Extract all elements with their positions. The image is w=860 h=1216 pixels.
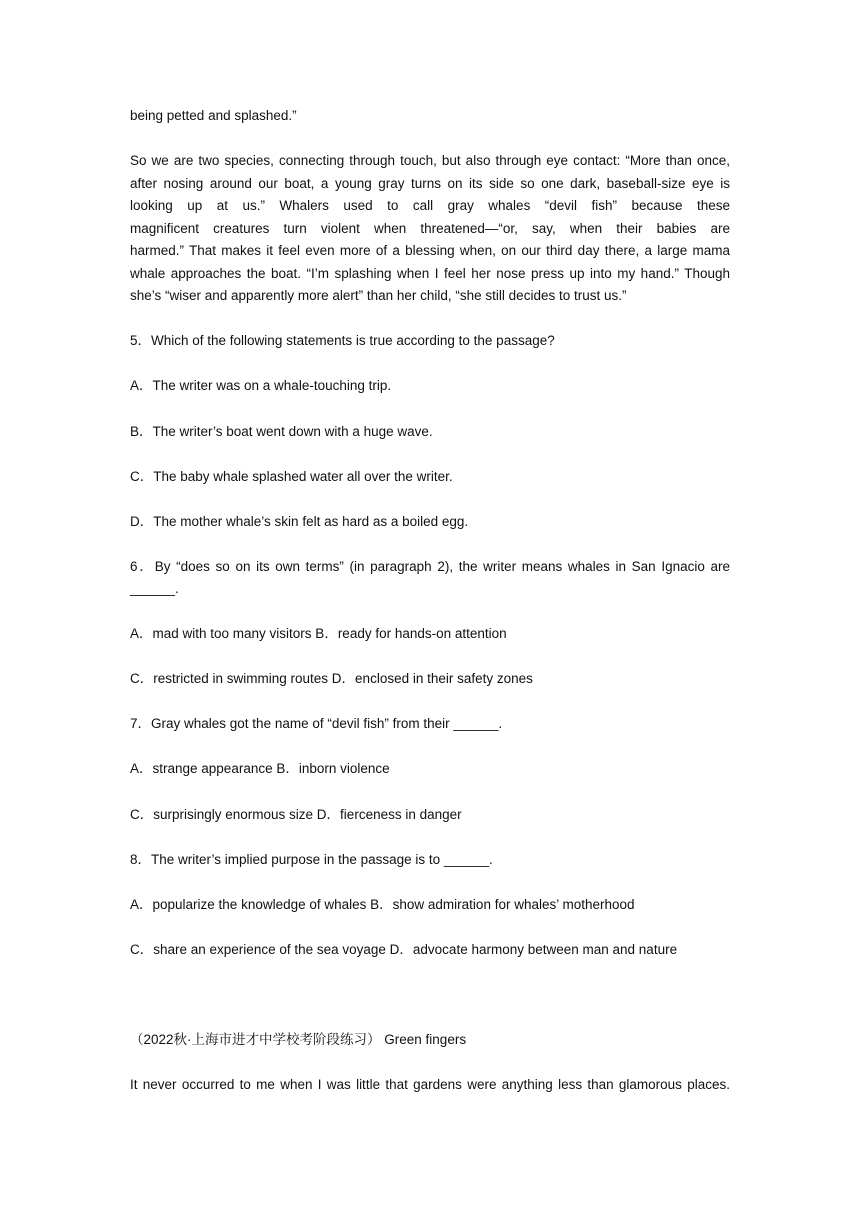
paragraph-line: after nosing around our boat, a young gray turns on its side so one dark, baseball-size eye is xyxy=(130,176,730,191)
options-cd: C．surprisingly enormous size D．fierceness in danger xyxy=(130,807,462,822)
options-ab: A．popularize the knowledge of whales B．show admiration for whales’ motherhood xyxy=(130,897,635,912)
option-a: A．The writer was on a whale-touching trip. xyxy=(130,378,392,393)
options-ab: A．mad with too many visitors B．ready for hands-on attention xyxy=(130,626,507,641)
options-ab: A．strange appearance B．inborn violence xyxy=(130,761,390,776)
paragraph-line: harmed.” That makes it feel even more of a blessing when, on our third day there, a large mama xyxy=(130,243,730,258)
options-cd: C．restricted in swimming routes D．enclosed in their safety zones xyxy=(130,671,533,686)
question-stem: 5．Which of the following statements is true according to the passage? xyxy=(130,333,555,348)
question-stem: 8．The writer’s implied purpose in the passage is to ______. xyxy=(130,852,493,867)
options-cd: C．share an experience of the sea voyage D．advocate harmony between man and nature xyxy=(130,942,678,957)
paragraph-line: looking up at us.” Whalers used to call gray whales “devil fish” because these xyxy=(130,198,730,213)
paragraph-line: So we are two species, connecting through touch, but also through eye contact: “More than once, xyxy=(130,153,730,168)
passage-heading: （2022秋·上海市进才中学校考阶段练习） Green fingers xyxy=(130,1032,467,1047)
option-c: C．The baby whale splashed water all over the writer. xyxy=(130,469,453,484)
paragraph-line: magnificent creatures turn violent when threatened—“or, say, when their babies are xyxy=(130,221,730,236)
passage-first-line: It never occurred to me when I was little that gardens were anything less than glamorous places. xyxy=(130,1077,730,1092)
paragraph-line: whale approaches the boat. “I’m splashing when I feel her nose press up into my hand.” Though xyxy=(130,266,730,281)
question-stem: 6．By “does so on its own terms” (in paragraph 2), the writer means whales in San Ignacio are xyxy=(130,559,730,574)
passage-tail: being petted and splashed.” xyxy=(130,108,297,123)
question-stem: 7．Gray whales got the name of “devil fish” from their ______. xyxy=(130,716,503,731)
question-stem-blank: ______. xyxy=(130,581,179,596)
option-d: D．The mother whale’s skin felt as hard as a boiled egg. xyxy=(130,514,469,529)
paragraph-line: she’s “wiser and apparently more alert” than her child, “she still decides to trust us.” xyxy=(130,288,627,303)
option-b: B．The writer’s boat went down with a huge wave. xyxy=(130,424,433,439)
